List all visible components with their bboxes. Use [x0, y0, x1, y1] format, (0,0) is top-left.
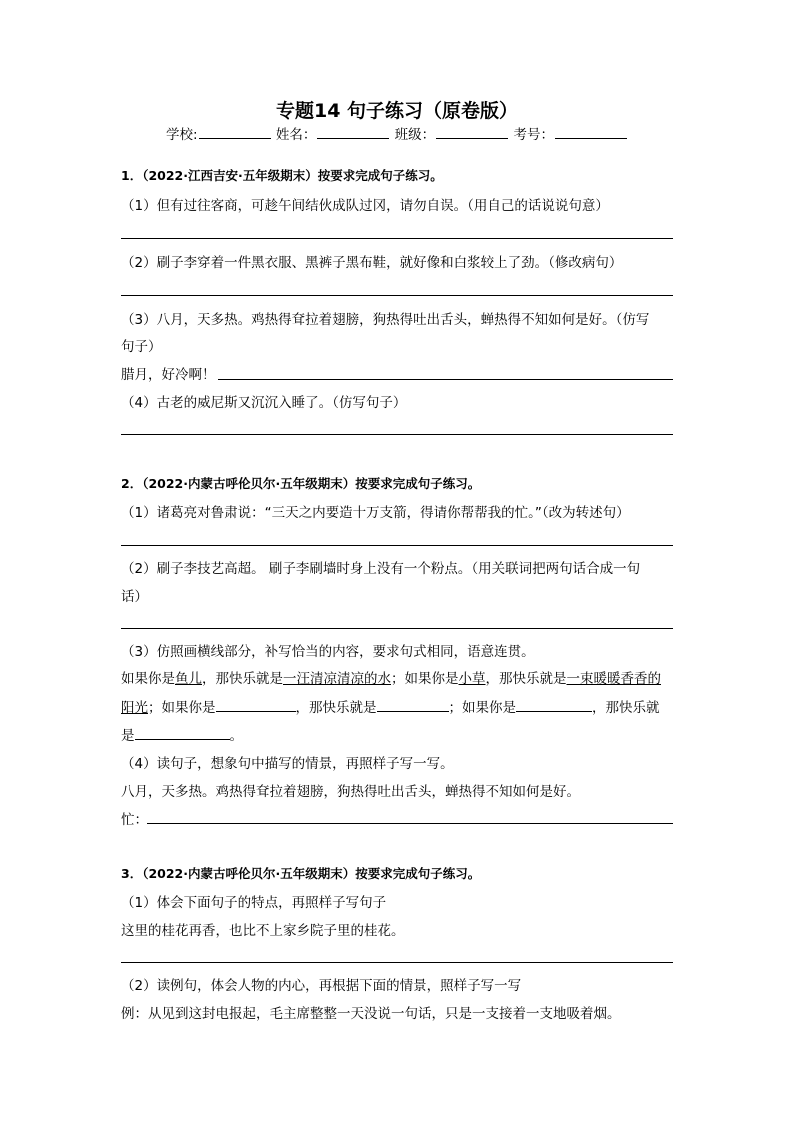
q1-sub3: （3）八月，天多热。鸡热得耷拉着翅膀，狗热得吐出舌头，蝉热得不知如何是好。（仿写: [121, 312, 650, 328]
q2-sub2: （2）刷子李技艺高超。 刷子李刷墙时身上没有一个粉点。（用关联词把两句话合成一句: [121, 561, 641, 577]
q1-sub2: （2）刷子李穿着一件黑衣服、黑裤子黑布鞋，就好像和白浆较上了劲。（修改病句）: [121, 255, 623, 271]
q3-sub1-answer-line[interactable]: [121, 962, 673, 963]
text-segment: ，那快乐就是: [202, 671, 283, 687]
name-blank[interactable]: [317, 126, 389, 139]
fill-blank[interactable]: [516, 699, 592, 712]
q1-sub4-answer-line[interactable]: [121, 434, 673, 435]
underlined-phrase: 鱼儿: [175, 671, 202, 687]
school-blank[interactable]: [199, 126, 271, 139]
fill-blank[interactable]: [135, 727, 230, 740]
q2-sub1-answer-line[interactable]: [121, 545, 673, 546]
q2-sub3-example-line2: [121, 696, 660, 716]
q1-sub3-prompt: 腊月，好冷啊！: [121, 367, 216, 383]
q2-sub3: （3）仿照画横线部分，补写恰当的内容，要求句式相同，语意连贯。: [121, 644, 535, 660]
q2-sub4-example: 八月，天多热。鸡热得耷拉着翅膀，狗热得吐出舌头，蝉热得不知如何是好。: [121, 784, 580, 800]
q3-sub2-example: 例：从见到这封电报起，毛主席整整一天没说一句话，只是一支接着一支地吸着烟。: [121, 1006, 621, 1022]
q2-sub3-example-line1: [121, 667, 661, 687]
text-segment: 是: [121, 728, 135, 744]
exam-no-blank[interactable]: [555, 126, 627, 139]
q3-sub2: （2）读例句，体会人物的内心，再根据下面的情景，照样子写一写: [121, 978, 522, 994]
page-title: 专题14 句子练习（原卷版）: [275, 100, 519, 122]
exam-no-label: 考号：: [513, 127, 554, 143]
fill-blank[interactable]: [216, 699, 296, 712]
underlined-phrase: 一束暖暖香香的: [566, 671, 661, 687]
fill-blank[interactable]: [377, 699, 449, 712]
q2-sub2-cont: 话）: [121, 589, 148, 605]
text-segment: ；如果你是: [448, 700, 516, 716]
q1-sub1-answer-line[interactable]: [121, 238, 673, 239]
q2-heading: 2．（2022·内蒙古呼伦贝尔·五年级期末）按要求完成句子练习。: [121, 476, 481, 491]
underlined-phrase: 阳光: [121, 700, 148, 716]
q1-sub3-cont: 句子）: [121, 339, 162, 355]
text-segment: ；如果你是: [148, 700, 216, 716]
text-segment: ，那快乐就: [592, 700, 660, 716]
q2-sub2-answer-line[interactable]: [121, 628, 673, 629]
text-segment: 如果你是: [121, 671, 175, 687]
q3-heading: 3．（2022·内蒙古呼伦贝尔·五年级期末）按要求完成句子练习。: [121, 866, 481, 881]
class-label: 班级：: [394, 127, 436, 143]
q2-sub4-answer-line[interactable]: [147, 823, 673, 824]
underlined-phrase: 一汪清凉清凉的水: [283, 671, 391, 687]
text-segment: ；如果你是: [391, 671, 459, 687]
q3-sub1-example: 这里的桂花再香，也比不上家乡院子里的桂花。: [121, 923, 405, 939]
q3-sub1: （1）体会下面句子的特点，再照样子写句子: [121, 895, 387, 911]
q2-sub3-example-line3: [121, 724, 243, 744]
q1-heading: 1．（2022·江西吉安·五年级期末）按要求完成句子练习。: [121, 168, 443, 183]
text-segment: 。: [229, 728, 243, 744]
class-blank[interactable]: [436, 126, 508, 139]
q2-sub4-prompt: 忙：: [121, 812, 148, 828]
q1-sub4: （4）古老的威尼斯又沉沉入睡了。（仿写句子）: [121, 395, 407, 411]
student-info-line: [0, 123, 794, 143]
q2-sub1: （1）诸葛亮对鲁肃说：“三天之内要造十万支箭，得请你帮帮我的忙。”（改为转述句）: [121, 505, 630, 521]
text-segment: ，那快乐就是: [295, 700, 377, 716]
name-label: 姓名：: [275, 127, 317, 143]
q1-sub3-answer-line[interactable]: [218, 379, 673, 380]
q1-sub2-answer-line[interactable]: [121, 295, 673, 296]
school-label: 学校:: [166, 127, 198, 143]
underlined-phrase: 小草: [458, 671, 486, 687]
q1-sub1: （1）但有过往客商，可趁午间结伙成队过冈，请勿自误。（用自己的话说说句意）: [121, 198, 609, 214]
text-segment: ，那快乐就是: [485, 671, 567, 687]
q2-sub4: （4）读句子，想象句中描写的情景，再照样子写一写。: [121, 756, 454, 772]
